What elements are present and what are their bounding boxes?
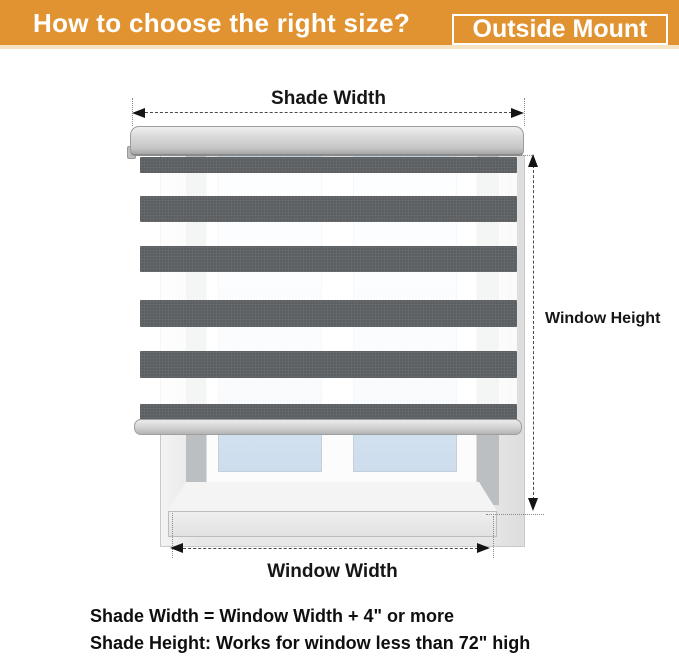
arrow-left-icon: [170, 543, 183, 553]
outside-mount-badge: Outside Mount: [452, 14, 668, 45]
shade-band-dark: [140, 404, 517, 420]
arrow-down-icon: [528, 498, 538, 511]
shade-band-sheer: [140, 222, 517, 246]
window-height-connector-bottom: [486, 514, 544, 515]
window-width-extension-right: [493, 516, 494, 558]
arrow-left-icon: [132, 108, 145, 118]
window-sill-front: [168, 511, 497, 537]
shade-band-dark: [140, 300, 517, 327]
footer-note-shade-height: Shade Height: Works for window less than 72" high: [90, 633, 531, 653]
shade-cassette: [130, 126, 524, 156]
window-width-arrow-line: [178, 548, 488, 549]
shade-bottom-rail: [134, 419, 522, 435]
shade-band-sheer: [140, 272, 517, 300]
banner: [0, 0, 679, 49]
window-sill-top: [168, 482, 497, 511]
shade-band-dark: [140, 351, 517, 378]
shade-width-arrow-line: [140, 112, 517, 113]
shade-width-extension-right: [524, 98, 525, 126]
arrow-up-icon: [528, 154, 538, 167]
arrow-right-icon: [511, 108, 524, 118]
shade-band-dark: [140, 157, 517, 173]
shade-band-sheer: [140, 173, 517, 196]
window-width-label: Window Width: [267, 561, 398, 582]
shade-band-sheer: [140, 378, 517, 404]
banner-title: How to choose the right size?: [33, 8, 411, 38]
window-height-arrow-line: [533, 160, 534, 505]
window-height-label: Window Height: [545, 310, 661, 327]
shade-band-sheer: [140, 327, 517, 351]
shade-width-label: Shade Width: [271, 88, 386, 109]
arrow-right-icon: [477, 543, 490, 553]
footer-note-shade-width: Shade Width = Window Width + 4" or more: [90, 606, 455, 626]
shade-band-dark: [140, 246, 517, 272]
shade-band-dark: [140, 196, 517, 222]
footer-notes: [90, 603, 650, 657]
